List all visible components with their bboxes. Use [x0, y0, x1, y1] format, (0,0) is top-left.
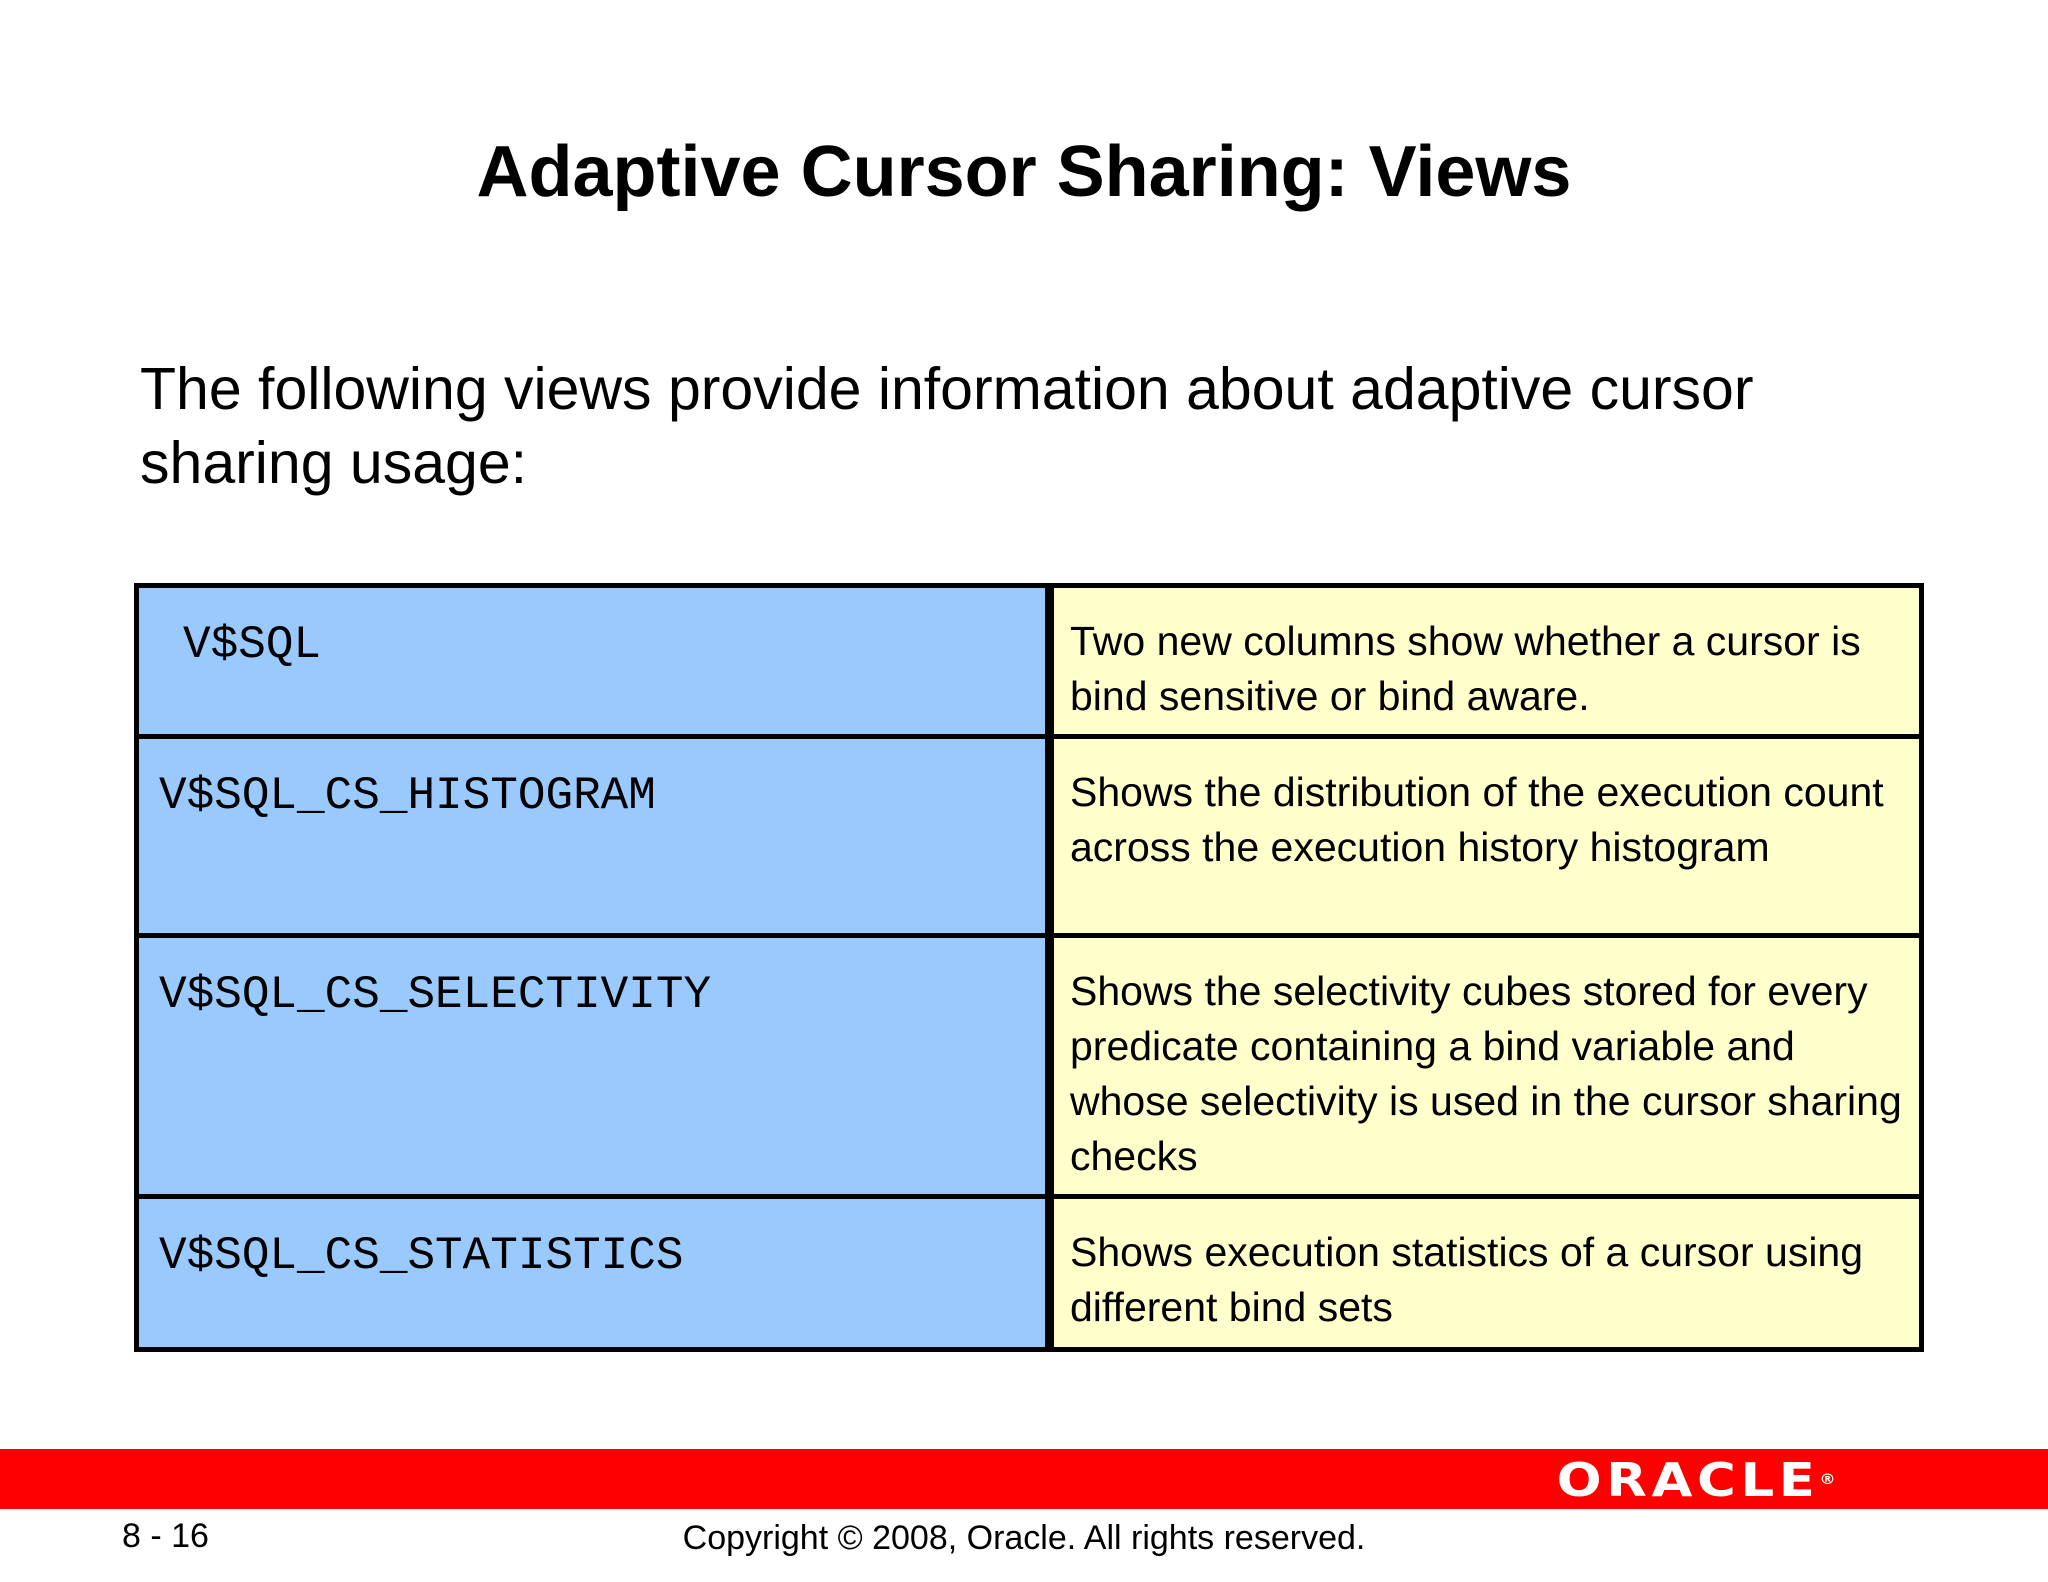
- view-name: V$SQL: [183, 619, 322, 671]
- brand-bar: [0, 1449, 2048, 1509]
- oracle-logo: [1557, 1455, 1836, 1505]
- table-row: [137, 737, 1922, 936]
- view-description-cell: [1050, 1197, 1922, 1350]
- view-name-cell: [137, 1197, 1050, 1350]
- views-table: [134, 583, 1924, 1352]
- view-description: Shows execution statistics of a cursor using different bind sets: [1070, 1229, 1864, 1330]
- table-row: [137, 586, 1922, 737]
- table-row: [137, 936, 1922, 1197]
- view-name: V$SQL_CS_STATISTICS: [159, 1230, 684, 1282]
- view-description-cell: [1050, 737, 1922, 936]
- view-name-cell: [137, 586, 1050, 737]
- view-name: V$SQL_CS_HISTOGRAM: [159, 770, 656, 822]
- registered-mark: ®: [1819, 1472, 1836, 1488]
- slide-title: Adaptive Cursor Sharing: Views: [476, 132, 1572, 212]
- view-description-cell: [1050, 936, 1922, 1197]
- view-description: Shows the selectivity cubes stored for every predicate containing a bind variable and whose selectivity is used in the cursor sharing checks: [1070, 968, 1902, 1179]
- page-number: 8 - 16: [122, 1517, 209, 1555]
- view-description: Two new columns show whether a cursor is bind sensitive or bind aware.: [1070, 618, 1861, 719]
- view-description: Shows the distribution of the execution count across the execution history histogram: [1070, 769, 1884, 870]
- view-name-cell: [137, 737, 1050, 936]
- table-row: [137, 1197, 1922, 1350]
- view-description-cell: [1050, 586, 1922, 737]
- oracle-logo-text: ORACLE: [1556, 1453, 1820, 1507]
- intro-text: The following views provide information about adaptive cursor sharing usage:: [140, 356, 1754, 496]
- view-name-cell: [137, 936, 1050, 1197]
- view-name: V$SQL_CS_SELECTIVITY: [159, 969, 712, 1021]
- copyright-notice: Copyright © 2008, Oracle. All rights reserved.: [682, 1519, 1366, 1557]
